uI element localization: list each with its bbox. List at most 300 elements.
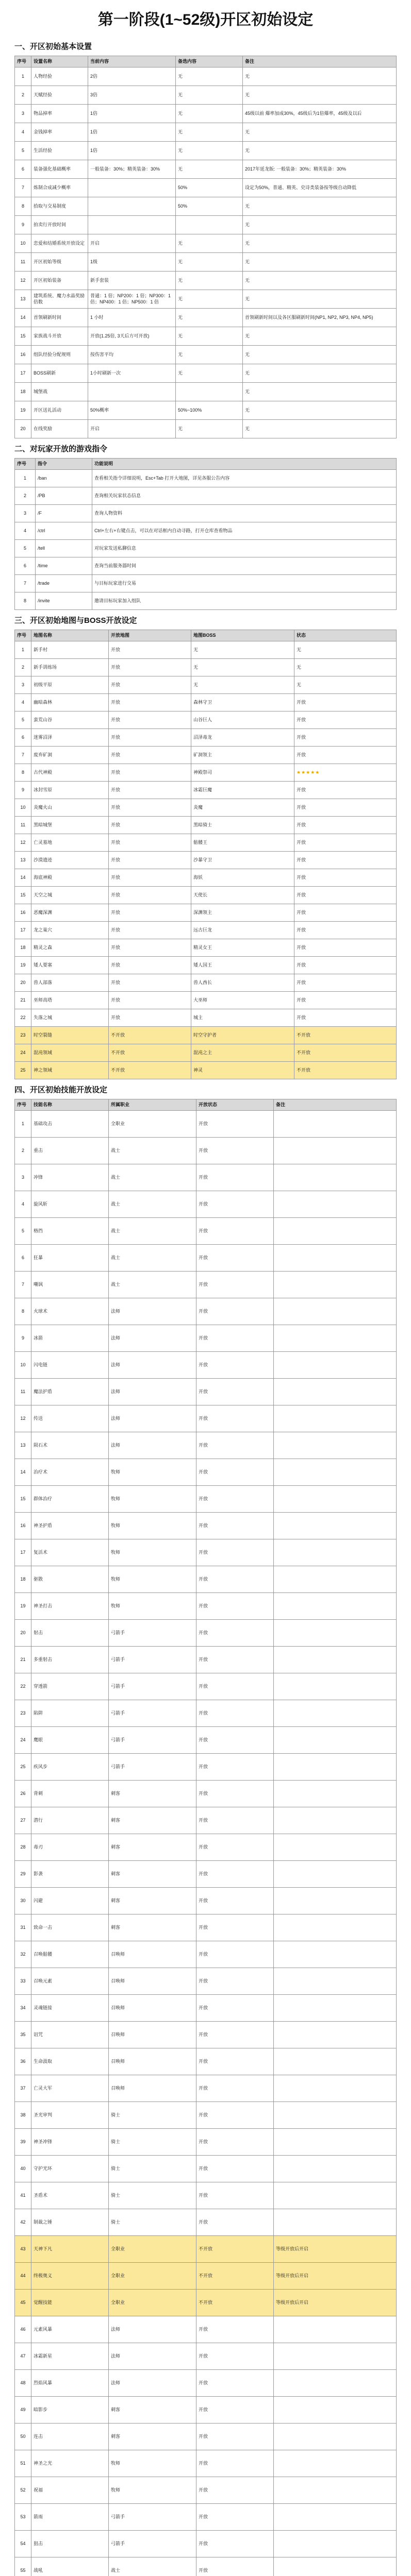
table-cell: 远古巨龙 <box>191 922 294 939</box>
table-cell: 骑士 <box>109 2102 196 2129</box>
table-cell <box>274 1914 397 1941</box>
table-cell: 开放 <box>196 1191 274 1218</box>
table-cell: 矮人要塞 <box>31 957 109 974</box>
table-cell: 开放 <box>109 834 191 852</box>
section-title-map-boss: 三、开区初始地图与BOSS开放设定 <box>14 616 137 625</box>
table-cell: 开放 <box>109 852 191 869</box>
table-cell: 无 <box>294 676 397 694</box>
table-cell: 不开放 <box>109 1027 191 1044</box>
table-cell: 25 <box>15 1754 31 1781</box>
table-cell: 开区初始等级 <box>31 253 88 272</box>
table-cell <box>274 2075 397 2102</box>
table-cell: 41 <box>15 2182 31 2209</box>
table-cell: 重击 <box>31 1138 109 1164</box>
table-cell: 开放 <box>196 1834 274 1861</box>
table-row <box>15 2477 397 2504</box>
table-cell: 开放 <box>196 2477 274 2504</box>
table-cell: 无 <box>176 253 243 272</box>
table-cell: 炎魔火山 <box>31 799 109 817</box>
table-cell: 9 <box>15 782 31 799</box>
table-cell <box>88 216 176 234</box>
table-cell <box>88 383 176 401</box>
table-cell: 兽人部落 <box>31 974 109 992</box>
table-cell: 弓箭手 <box>109 1727 196 1754</box>
table-cell: 无 <box>243 253 397 272</box>
table-cell: ★★★★★ <box>294 764 397 782</box>
table-cell <box>274 2370 397 2397</box>
table-cell: 牧师 <box>109 2477 196 2504</box>
table-cell <box>274 1539 397 1566</box>
table-row <box>15 253 397 272</box>
table-cell: 50 <box>15 2424 31 2450</box>
table-cell: BOSS刷新 <box>31 364 88 383</box>
table-cell <box>88 197 176 216</box>
table-cell: 混沌之主 <box>191 1044 294 1062</box>
table-cell: 16 <box>15 904 31 922</box>
table-row <box>15 1459 397 1486</box>
table-cell: 23 <box>15 1700 31 1727</box>
table-cell: 无 <box>191 676 294 694</box>
table-cell: 1 <box>15 1111 31 1138</box>
table-cell: 新手训练场 <box>31 659 109 676</box>
table-row <box>15 522 397 540</box>
table-row <box>15 2370 397 2397</box>
table-row <box>15 540 397 557</box>
table-cell <box>274 2022 397 2048</box>
table-cell: 开放 <box>294 887 397 904</box>
table-row <box>15 1164 397 1191</box>
table-cell: 12 <box>15 272 31 290</box>
table-row <box>15 2048 397 2075</box>
table-cell: 18 <box>15 383 31 401</box>
table-row <box>15 1138 397 1164</box>
table-cell <box>274 1593 397 1620</box>
table-cell: 初级平原 <box>31 676 109 694</box>
table-cell: 无 <box>243 216 397 234</box>
table-row <box>15 922 397 939</box>
table-cell: 对玩家发送私聊信息 <box>92 540 397 557</box>
table-cell: 龙之巢穴 <box>31 922 109 939</box>
table-cell: 祝福 <box>31 2477 109 2504</box>
table-cell: 暗影步 <box>31 2397 109 2424</box>
table-cell: 开放 <box>196 1164 274 1191</box>
table-cell: 冰霜巨魔 <box>191 782 294 799</box>
table-row <box>15 1432 397 1459</box>
table-cell: 城主 <box>191 1009 294 1027</box>
table-cell: 无 <box>243 401 397 420</box>
table-cell: 开放 <box>196 1914 274 1941</box>
table-cell: 查询人物资料 <box>92 505 397 522</box>
table-cell: 开放 <box>196 1218 274 1245</box>
table-cell: /trade <box>36 575 92 592</box>
table-cell: 精灵女王 <box>191 939 294 957</box>
table-cell: 森林守卫 <box>191 694 294 711</box>
table-cell <box>274 2477 397 2504</box>
table-cell: 全职业 <box>109 2290 196 2316</box>
table-cell: 22 <box>15 1009 31 1027</box>
table-cell: 13 <box>15 1432 31 1459</box>
table-cell: 无 <box>176 160 243 179</box>
table-cell: 48 <box>15 2370 31 2397</box>
table-cell: 无 <box>243 234 397 253</box>
table-cell: 无 <box>191 659 294 676</box>
table-row <box>15 364 397 383</box>
table-cell: 黑暗城堡 <box>31 817 109 834</box>
table-cell: 致命一击 <box>31 1914 109 1941</box>
table-cell: 背刺 <box>31 1781 109 1807</box>
table-row <box>15 2557 397 2576</box>
table-cell: 无 <box>243 123 397 142</box>
table-cell: /ctrl <box>36 522 92 540</box>
table-row <box>15 1566 397 1593</box>
table-cell: 弓箭手 <box>109 2531 196 2557</box>
table-cell: 不开放 <box>294 1062 397 1079</box>
table-cell: 格挡 <box>31 1218 109 1245</box>
table-cell: 骑士 <box>109 2156 196 2182</box>
table-cell: 不开放 <box>109 1044 191 1062</box>
table-cell: /ban <box>36 470 92 487</box>
table-cell: 诅咒 <box>31 2022 109 2048</box>
table-cell: 开启 <box>88 234 176 253</box>
table-cell: 15 <box>15 327 31 346</box>
table-cell <box>274 1164 397 1191</box>
table-row <box>15 1245 397 1272</box>
table-cell: 20 <box>15 420 31 438</box>
table-cell: 弓箭手 <box>109 2504 196 2531</box>
table-cell: 不开放 <box>109 1062 191 1079</box>
table-cell: /F <box>36 505 92 522</box>
table-cell: 法师 <box>109 1432 196 1459</box>
table-cell: 牧师 <box>109 1539 196 1566</box>
table-cell <box>274 2531 397 2557</box>
table-cell: 29 <box>15 1861 31 1888</box>
table-cell: 家族战斗开放 <box>31 327 88 346</box>
table-cell: 12 <box>15 834 31 852</box>
table-cell: 5 <box>15 540 36 557</box>
table-row <box>15 904 397 922</box>
table-cell: 开放 <box>196 1593 274 1620</box>
table-cell: 开放 <box>196 1405 274 1432</box>
table-cell: 人物经验 <box>31 67 88 86</box>
table-row <box>15 1781 397 1807</box>
table-cell: 刺客 <box>109 1888 196 1914</box>
table-cell: 43 <box>15 2236 31 2263</box>
table-cell: 无 <box>294 641 397 659</box>
table-cell: 开放 <box>109 676 191 694</box>
table-cell: 不开放 <box>196 2290 274 2316</box>
table-cell: 生活经验 <box>31 142 88 160</box>
table-cell: 开放 <box>109 659 191 676</box>
table-cell: 建筑系统、魔力水晶奖励倍数 <box>31 290 88 309</box>
table-row <box>15 747 397 764</box>
table-cell: 1倍 <box>88 105 176 123</box>
table-cell: 闪电链 <box>31 1352 109 1379</box>
table-cell: 开放 <box>196 1352 274 1379</box>
table-cell <box>274 1245 397 1272</box>
table-cell: 5 <box>15 711 31 729</box>
column-header: 序号 <box>15 1099 31 1111</box>
table-cell: 无 <box>243 67 397 86</box>
table-cell: 开放 <box>109 764 191 782</box>
table-cell: 黑暗骑士 <box>191 817 294 834</box>
table-cell: 14 <box>15 309 31 327</box>
table-cell: 嘲讽 <box>31 1272 109 1298</box>
table-row <box>15 1298 397 1325</box>
table-cell: 时空守护者 <box>191 1027 294 1044</box>
table-cell: 开放 <box>196 1486 274 1513</box>
table-row <box>15 1062 397 1079</box>
table-cell: 战士 <box>109 1245 196 1272</box>
table-cell: 神殿祭司 <box>191 764 294 782</box>
table-cell <box>274 1968 397 1995</box>
table-cell: 炼制合成减少概率 <box>31 179 88 197</box>
table-cell: 沙暴守卫 <box>191 852 294 869</box>
table-row <box>15 592 397 610</box>
table-cell: 城堡战 <box>31 383 88 401</box>
table-cell: 刺客 <box>109 1834 196 1861</box>
table-cell: 14 <box>15 869 31 887</box>
table-cell: 物品掉率 <box>31 105 88 123</box>
table-row <box>15 1218 397 1245</box>
table-cell: 开放 <box>196 2102 274 2129</box>
table-cell <box>274 2504 397 2531</box>
column-header: 备注 <box>274 1099 397 1111</box>
table-cell: 灵魂链接 <box>31 1995 109 2022</box>
table-row <box>15 676 397 694</box>
table-cell <box>274 2102 397 2129</box>
table-cell <box>274 1995 397 2022</box>
table-cell: 3 <box>15 1164 31 1191</box>
table-cell: 刺客 <box>109 2397 196 2424</box>
table-row <box>15 1352 397 1379</box>
table-cell: 神之领域 <box>31 1062 109 1079</box>
table-cell: 无 <box>176 309 243 327</box>
table-cell: 开放 <box>196 1888 274 1914</box>
table-cell: 冰霜新星 <box>31 2343 109 2370</box>
table-cell: 天使长 <box>191 887 294 904</box>
table-cell: 1倍 <box>88 123 176 142</box>
table-cell: 蛮荒山谷 <box>31 711 109 729</box>
table-cell: 开放 <box>109 957 191 974</box>
table-cell: 神圣打击 <box>31 1593 109 1620</box>
table-row <box>15 67 397 86</box>
table-cell: 天赋经验 <box>31 86 88 105</box>
table-cell: 22 <box>15 1673 31 1700</box>
section-title-player-commands: 二、对玩家开放的游戏指令 <box>14 445 108 453</box>
table-cell: 法师 <box>109 2370 196 2397</box>
table-cell <box>88 179 176 197</box>
table-cell: 5 <box>15 1218 31 1245</box>
table-cell: 开放 <box>109 974 191 992</box>
table-cell: /tell <box>36 540 92 557</box>
table-cell: 骑士 <box>109 2129 196 2156</box>
table-cell: 不开放 <box>294 1044 397 1062</box>
table-cell: 开放 <box>196 2557 274 2576</box>
table-cell: 46 <box>15 2316 31 2343</box>
table-cell: 3倍 <box>88 86 176 105</box>
table-cell: 法师 <box>109 1405 196 1432</box>
table-cell: 44 <box>15 2263 31 2290</box>
table-row <box>15 2156 397 2182</box>
column-header: 序号 <box>15 630 31 641</box>
table-cell: 迷雾沼泽 <box>31 729 109 747</box>
table-cell: 圣光审判 <box>31 2102 109 2129</box>
table-row <box>15 216 397 234</box>
table-cell: 查看相关指令详细说明，Esc+Tab 打开大地图，详见各服公告内容 <box>92 470 397 487</box>
table-cell: 24 <box>15 1727 31 1754</box>
table-row <box>15 2316 397 2343</box>
table-cell: 法师 <box>109 1352 196 1379</box>
table-cell: 开放 <box>196 2504 274 2531</box>
table-row <box>15 1009 397 1027</box>
column-header: 设置名称 <box>31 56 88 67</box>
table-cell: 51 <box>15 2450 31 2477</box>
table-cell: 6 <box>15 1245 31 1272</box>
table-cell: 开放 <box>109 922 191 939</box>
table-row <box>15 1405 397 1432</box>
table-row <box>15 659 397 676</box>
table-cell: 无 <box>176 272 243 290</box>
table-cell: 开放 <box>294 694 397 711</box>
table-cell: 13 <box>15 852 31 869</box>
table-cell: 47 <box>15 2343 31 2370</box>
table-cell: 42 <box>15 2209 31 2236</box>
table-cell: 全职业 <box>109 2263 196 2290</box>
table-cell: 15 <box>15 887 31 904</box>
table-cell <box>274 2156 397 2182</box>
table-cell: 37 <box>15 2075 31 2102</box>
column-header: 序号 <box>15 459 36 470</box>
column-header: 指令 <box>36 459 92 470</box>
table-cell: 无 <box>243 383 397 401</box>
table-row <box>15 1941 397 1968</box>
table-cell: 矮人国王 <box>191 957 294 974</box>
table-cell: 开放 <box>196 1138 274 1164</box>
table-cell: 法师 <box>109 1325 196 1352</box>
table-cell <box>274 2450 397 2477</box>
table-cell: 开放 <box>196 2129 274 2156</box>
table-cell: 开放 <box>294 729 397 747</box>
table-row <box>15 1754 397 1781</box>
table-cell: 邀请目标玩家加入组队 <box>92 592 397 610</box>
table-cell: 刺客 <box>109 1861 196 1888</box>
table-cell: 无 <box>176 290 243 309</box>
table-row <box>15 290 397 309</box>
table-cell <box>274 2129 397 2156</box>
table-cell: 开放 <box>196 1968 274 1995</box>
table-cell <box>274 1218 397 1245</box>
table-cell: 开放 <box>196 1620 274 1647</box>
table-cell: 冰箭 <box>31 1325 109 1352</box>
table-row <box>15 1272 397 1298</box>
table-cell: 开放 <box>196 2397 274 2424</box>
table-row <box>15 1807 397 1834</box>
table-cell: 无 <box>176 420 243 438</box>
table-cell <box>274 1834 397 1861</box>
table-cell: 6 <box>15 160 31 179</box>
table-cell: 45级以前 爆率加成30%，45级后为1倍爆率，45级及以后 <box>243 105 397 123</box>
table-row <box>15 327 397 346</box>
table-cell: 33 <box>15 1968 31 1995</box>
table-cell: 狂暴 <box>31 1245 109 1272</box>
table-cell: 新手村 <box>31 641 109 659</box>
table-cell: 24 <box>15 1044 31 1062</box>
table-cell: 炎魔 <box>191 799 294 817</box>
table-cell <box>274 2316 397 2343</box>
table-cell <box>274 1807 397 1834</box>
table-cell: 沼泽毒龙 <box>191 729 294 747</box>
table-row <box>15 711 397 729</box>
table-cell: 2 <box>15 86 31 105</box>
table-cell: 20 <box>15 1620 31 1647</box>
table-cell: 陷阱 <box>31 1700 109 1727</box>
table-cell: 等级开放后开启 <box>274 2263 397 2290</box>
table-cell: 法师 <box>109 1379 196 1405</box>
table-row <box>15 2075 397 2102</box>
table-cell: 1 <box>15 641 31 659</box>
table-cell: 12 <box>15 1405 31 1432</box>
table-cell: 守护光环 <box>31 2156 109 2182</box>
table-cell: 牧师 <box>109 1486 196 1513</box>
table-cell: 疾风步 <box>31 1754 109 1781</box>
table-cell: 开区初始装备 <box>31 272 88 290</box>
table-cell: 开放 <box>196 2209 274 2236</box>
table-cell <box>274 2343 397 2370</box>
table-cell: 开放 <box>294 834 397 852</box>
table-cell: 开放 <box>196 2182 274 2209</box>
table-cell: 开放 <box>196 1995 274 2022</box>
table-cell: 11 <box>15 253 31 272</box>
table-cell <box>274 2424 397 2450</box>
table-cell <box>274 1700 397 1727</box>
table-cell: 陨石术 <box>31 1432 109 1459</box>
page-title: 第一阶段(1~52级)开区初始设定 <box>97 11 314 28</box>
table-cell: 36 <box>15 2048 31 2075</box>
table-cell: 开放 <box>294 1009 397 1027</box>
table-cell: 不开放 <box>196 2263 274 2290</box>
table-cell: 召唤骷髅 <box>31 1941 109 1968</box>
table-cell: Ctrl+左右+右键点击，可以在对话框内自动寻路，打开仓库查看物品 <box>92 522 397 540</box>
table-cell: 10 <box>15 1352 31 1379</box>
table-row <box>15 764 397 782</box>
table-cell: 8 <box>15 592 36 610</box>
table-cell <box>274 2182 397 2209</box>
table-cell: 旋风斩 <box>31 1191 109 1218</box>
table-row <box>15 142 397 160</box>
table-row <box>15 1593 397 1620</box>
table-cell: 群体治疗 <box>31 1486 109 1513</box>
table-cell <box>274 1379 397 1405</box>
table-cell: 元素风暴 <box>31 2316 109 2343</box>
table-cell: 刺客 <box>109 1807 196 1834</box>
table-cell: 开放 <box>196 1245 274 1272</box>
table-cell: 40 <box>15 2156 31 2182</box>
table-cell: 开放 <box>196 1272 274 1298</box>
table-row <box>15 123 397 142</box>
table-cell: 复活术 <box>31 1539 109 1566</box>
table-cell: 拍卖行开放时间 <box>31 216 88 234</box>
table-cell: 7 <box>15 179 31 197</box>
table-cell <box>274 1513 397 1539</box>
table-cell: 无 <box>243 142 397 160</box>
table-cell: 终极奥义 <box>31 2263 109 2290</box>
table-cell: 神圣之光 <box>31 2450 109 2477</box>
table-cell: 开放 <box>294 904 397 922</box>
table-cell: 开放 <box>196 1379 274 1405</box>
table-cell: 召唤师 <box>109 2022 196 2048</box>
table-cell: 时空裂缝 <box>31 1027 109 1044</box>
table-cell <box>274 1459 397 1486</box>
